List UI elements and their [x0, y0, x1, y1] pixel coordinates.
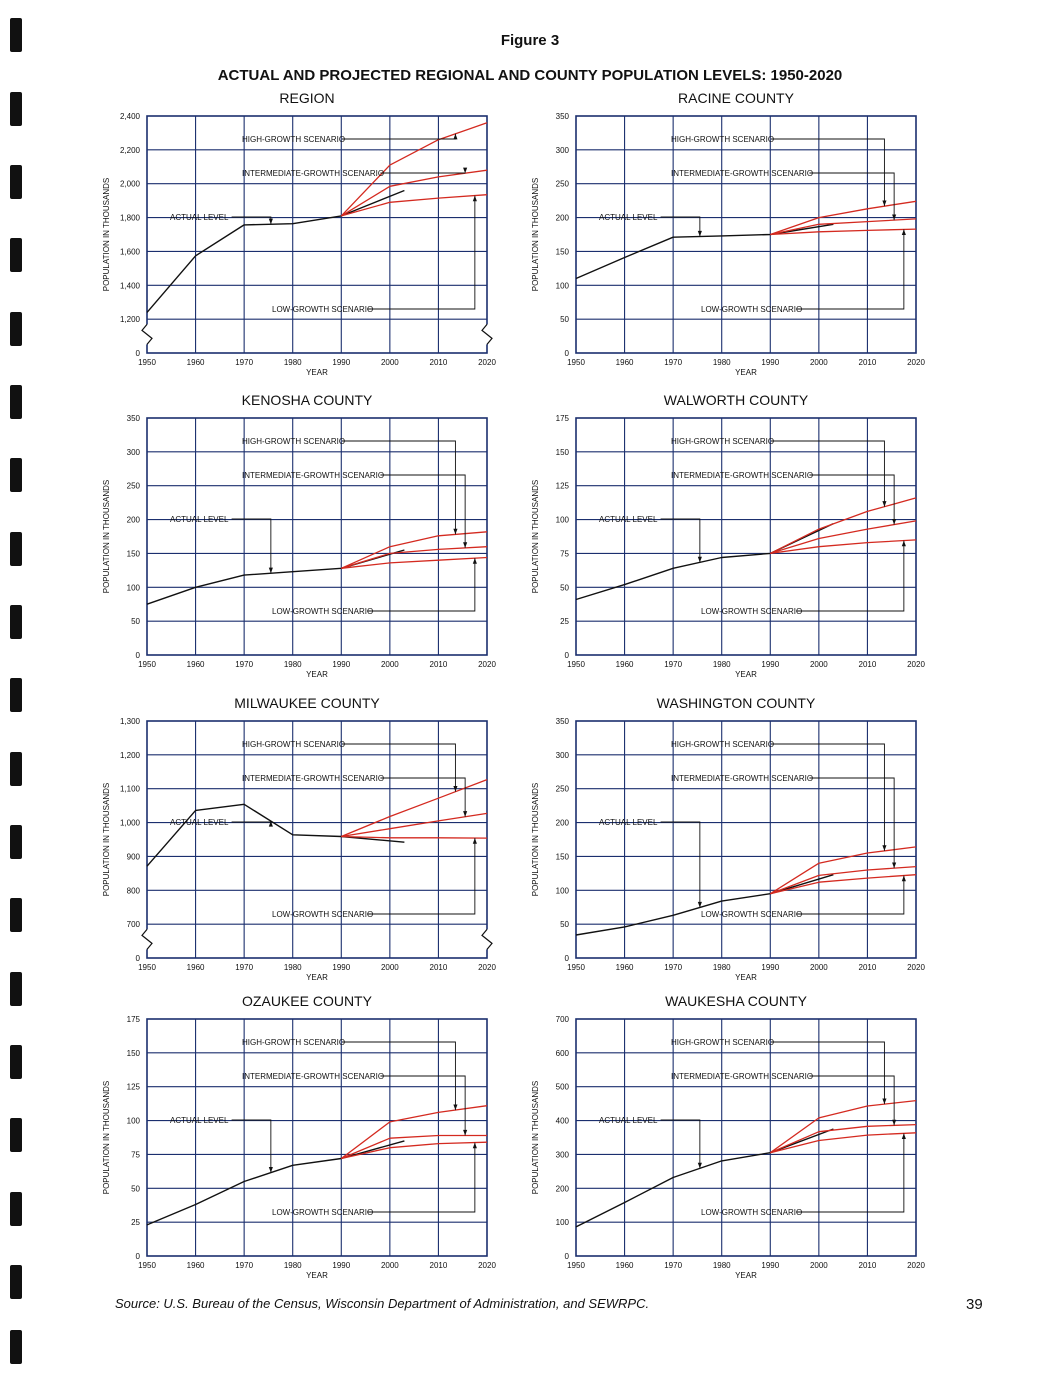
chart-svg: [521, 92, 951, 382]
annotation-label: ACTUAL LEVEL: [599, 515, 658, 524]
chart-title: MILWAUKEE COUNTY: [234, 695, 380, 711]
x-tick-label: 1980: [283, 1261, 302, 1270]
x-axis-label: YEAR: [735, 973, 757, 982]
chart-racine-county: [521, 92, 951, 382]
annotation-arrowhead: [453, 529, 457, 535]
y-tick-label: 250: [126, 481, 140, 491]
series-line-actual: [576, 524, 833, 600]
annotation-leader-line: [661, 1120, 700, 1168]
x-tick-label: 1950: [138, 963, 156, 972]
x-tick-label: 2020: [478, 660, 496, 669]
x-tick-label: 2010: [429, 660, 448, 669]
x-tick-label: 1960: [186, 660, 205, 669]
x-axis-label: YEAR: [306, 1271, 328, 1280]
annotation-leader-line: [367, 558, 475, 611]
x-tick-label: 1950: [138, 1261, 156, 1270]
x-tick-label: 1960: [186, 963, 205, 972]
y-tick-label: 350: [126, 414, 140, 423]
chart-title: OZAUKEE COUNTY: [242, 993, 372, 1009]
binding-hole: [10, 678, 22, 712]
x-tick-label: 2010: [858, 963, 877, 972]
y-tick-label: 175: [126, 1015, 140, 1024]
x-axis-label: YEAR: [306, 368, 328, 377]
annotation-leader-line: [661, 217, 700, 236]
y-tick-label: 50: [131, 617, 140, 627]
chart-svg: [92, 995, 522, 1285]
y-tick-label: 1,400: [119, 281, 140, 291]
chart-region: [92, 92, 522, 382]
y-tick-label: 0: [564, 651, 569, 660]
annotation-leader-line: [661, 519, 700, 562]
x-axis-label: YEAR: [306, 973, 328, 982]
y-tick-label: 0: [564, 1252, 569, 1261]
x-tick-label: 1980: [712, 1261, 731, 1270]
chart-kenosha-county: [92, 394, 522, 684]
chart-title: REGION: [279, 90, 335, 106]
binding-hole: [10, 458, 22, 492]
y-tick-label: 1,600: [119, 247, 140, 257]
chart-svg: [92, 394, 522, 684]
annotation-arrowhead: [902, 229, 906, 235]
x-tick-label: 1970: [235, 358, 254, 367]
page-number: 39: [966, 1296, 983, 1313]
chart-title: RACINE COUNTY: [678, 90, 794, 106]
annotation-label: INTERMEDIATE-GROWTH SCENARIO: [242, 1072, 385, 1081]
x-tick-label: 1980: [712, 358, 731, 367]
annotation-leader-line: [367, 1143, 475, 1212]
binding-hole: [10, 312, 22, 346]
series-line-projection: [341, 1136, 487, 1159]
annotation-leader-line: [809, 173, 894, 220]
chart-title: WASHINGTON COUNTY: [656, 695, 816, 711]
annotation-label: ACTUAL LEVEL: [599, 818, 658, 827]
x-tick-label: 1970: [664, 963, 683, 972]
annotation-arrowhead: [473, 196, 477, 202]
x-tick-label: 1950: [138, 660, 156, 669]
y-tick-label: 175: [555, 414, 569, 423]
annotation-label: INTERMEDIATE-GROWTH SCENARIO: [242, 471, 385, 480]
series-line-projection: [341, 1142, 487, 1158]
annotation-leader-line: [232, 1120, 271, 1173]
annotation-leader-line: [380, 778, 465, 817]
y-tick-label: 25: [131, 1218, 140, 1228]
y-tick-label: 2,400: [119, 112, 140, 121]
annotation-arrowhead: [463, 542, 467, 548]
y-tick-label: 100: [126, 1116, 140, 1126]
y-tick-label: 100: [555, 1218, 569, 1228]
y-tick-label: 75: [560, 549, 569, 559]
annotation-label: LOW-GROWTH SCENARIO: [701, 607, 803, 616]
annotation-leader-line: [367, 838, 475, 914]
y-axis-label: POPULATION IN THOUSANDS: [531, 1080, 540, 1195]
annotation-label: ACTUAL LEVEL: [170, 213, 229, 222]
binding-hole: [10, 1265, 22, 1299]
y-tick-label: 250: [555, 784, 569, 794]
annotation-label: INTERMEDIATE-GROWTH SCENARIO: [671, 471, 814, 480]
x-tick-label: 1970: [664, 660, 683, 669]
chart-washington-county: [521, 697, 951, 987]
y-tick-label: 200: [555, 213, 569, 223]
annotation-label: LOW-GROWTH SCENARIO: [272, 1208, 374, 1217]
chart-title: WALWORTH COUNTY: [663, 392, 809, 408]
x-tick-label: 2000: [380, 660, 399, 669]
annotation-label: INTERMEDIATE-GROWTH SCENARIO: [242, 774, 385, 783]
annotation-label: HIGH-GROWTH SCENARIO: [671, 740, 775, 749]
y-tick-label: 800: [126, 886, 140, 896]
plot-frame: [147, 1019, 487, 1256]
annotation-label: LOW-GROWTH SCENARIO: [701, 910, 803, 919]
x-axis-label: YEAR: [735, 670, 757, 679]
chart-svg: [92, 697, 522, 987]
plot-frame: [576, 721, 916, 958]
y-axis-label: POPULATION IN THOUSANDS: [531, 177, 540, 292]
y-tick-label: 75: [131, 1150, 140, 1160]
x-tick-label: 1960: [186, 358, 205, 367]
y-tick-label: 50: [560, 315, 569, 325]
x-tick-label: 2000: [809, 1261, 828, 1270]
x-tick-label: 1970: [235, 963, 254, 972]
annotation-arrowhead: [902, 541, 906, 547]
annotation-leader-line: [796, 541, 904, 611]
annotation-leader-line: [380, 1076, 465, 1135]
y-tick-label: 250: [555, 179, 569, 189]
chart-svg: [521, 394, 951, 684]
x-tick-label: 2010: [429, 358, 448, 367]
annotation-label: HIGH-GROWTH SCENARIO: [671, 135, 775, 144]
y-tick-label: 350: [555, 717, 569, 726]
source-note: Source: U.S. Bureau of the Census, Wisconsin Department of Administration, and SEWRPC.: [115, 1296, 650, 1311]
x-tick-label: 1980: [283, 358, 302, 367]
binding-hole: [10, 92, 22, 126]
x-tick-label: 2020: [907, 660, 925, 669]
x-tick-label: 1970: [235, 660, 254, 669]
chart-ozaukee-county: [92, 995, 522, 1285]
x-axis-label: YEAR: [735, 1271, 757, 1280]
annotation-arrowhead: [473, 558, 477, 564]
y-tick-label: 300: [555, 145, 569, 155]
x-tick-label: 2010: [858, 1261, 877, 1270]
x-tick-label: 1970: [664, 358, 683, 367]
binding-hole: [10, 385, 22, 419]
x-tick-label: 1990: [332, 660, 351, 669]
y-tick-label: 1,300: [119, 717, 140, 726]
annotation-arrowhead: [463, 1130, 467, 1136]
y-tick-label: 200: [555, 818, 569, 828]
y-tick-label: 150: [126, 549, 140, 559]
annotation-leader-line: [232, 519, 271, 573]
x-tick-label: 1960: [615, 963, 634, 972]
chart-svg: [521, 995, 951, 1285]
annotation-arrowhead: [902, 876, 906, 882]
y-tick-label: 150: [555, 852, 569, 862]
x-tick-label: 2020: [907, 358, 925, 367]
x-tick-label: 1980: [283, 963, 302, 972]
y-axis-label: POPULATION IN THOUSANDS: [531, 479, 540, 594]
plot-frame: [147, 721, 487, 958]
y-tick-label: 100: [555, 515, 569, 525]
annotation-label: INTERMEDIATE-GROWTH SCENARIO: [671, 774, 814, 783]
plot-frame: [147, 116, 487, 353]
binding-hole: [10, 898, 22, 932]
series-line-actual: [576, 875, 833, 935]
y-tick-label: 25: [560, 617, 569, 627]
chart-waukesha-county: [521, 995, 951, 1285]
y-tick-label: 900: [126, 852, 140, 862]
y-axis-label: POPULATION IN THOUSANDS: [102, 177, 111, 292]
annotation-label: HIGH-GROWTH SCENARIO: [242, 437, 346, 446]
series-line-projection: [770, 875, 916, 894]
annotation-label: LOW-GROWTH SCENARIO: [701, 305, 803, 314]
y-tick-label: 400: [555, 1116, 569, 1126]
y-tick-label: 0: [564, 349, 569, 358]
y-tick-label: 100: [555, 886, 569, 896]
y-tick-label: 350: [555, 112, 569, 121]
annotation-label: ACTUAL LEVEL: [170, 1116, 229, 1125]
chart-svg: [521, 697, 951, 987]
series-line-projection: [341, 813, 487, 836]
x-tick-label: 1950: [567, 963, 585, 972]
y-axis-label: POPULATION IN THOUSANDS: [102, 782, 111, 897]
y-tick-label: 0: [135, 349, 140, 358]
annotation-label: ACTUAL LEVEL: [599, 213, 658, 222]
annotation-label: LOW-GROWTH SCENARIO: [272, 607, 374, 616]
y-tick-label: 1,000: [119, 818, 140, 828]
annotation-label: HIGH-GROWTH SCENARIO: [671, 1038, 775, 1047]
series-line-actual: [147, 550, 404, 604]
y-tick-label: 50: [131, 1184, 140, 1194]
binding-hole: [10, 605, 22, 639]
annotation-leader-line: [232, 821, 271, 822]
x-tick-label: 2020: [478, 358, 496, 367]
y-tick-label: 300: [555, 1150, 569, 1160]
annotation-arrowhead: [882, 1098, 886, 1104]
x-tick-label: 1980: [283, 660, 302, 669]
x-tick-label: 1950: [567, 1261, 585, 1270]
series-line-projection: [341, 195, 487, 216]
binding-hole: [10, 532, 22, 566]
chart-svg: [92, 92, 522, 382]
y-tick-label: 100: [126, 583, 140, 593]
y-tick-label: 1,200: [119, 315, 140, 325]
annotation-arrowhead: [269, 568, 273, 574]
annotation-leader-line: [796, 1133, 904, 1212]
x-tick-label: 1990: [332, 1261, 351, 1270]
y-tick-label: 125: [555, 481, 569, 491]
annotation-label: ACTUAL LEVEL: [170, 818, 229, 827]
y-tick-label: 1,200: [119, 750, 140, 760]
y-tick-label: 150: [555, 447, 569, 457]
binding-hole: [10, 1330, 22, 1364]
annotation-label: HIGH-GROWTH SCENARIO: [242, 740, 346, 749]
y-tick-label: 500: [555, 1082, 569, 1092]
x-tick-label: 2020: [907, 963, 925, 972]
x-tick-label: 2020: [478, 1261, 496, 1270]
binding-holes: [0, 0, 34, 1380]
binding-hole: [10, 1118, 22, 1152]
x-tick-label: 1990: [332, 358, 351, 367]
x-tick-label: 2010: [858, 660, 877, 669]
x-tick-label: 1990: [332, 963, 351, 972]
y-axis-label: POPULATION IN THOUSANDS: [102, 1080, 111, 1195]
x-tick-label: 1960: [615, 358, 634, 367]
y-tick-label: 150: [555, 247, 569, 257]
annotation-arrowhead: [902, 1133, 906, 1139]
y-tick-label: 50: [560, 920, 569, 930]
y-tick-label: 2,000: [119, 179, 140, 189]
series-line-projection: [770, 521, 916, 554]
x-tick-label: 1990: [761, 660, 780, 669]
binding-hole: [10, 825, 22, 859]
annotation-arrowhead: [892, 862, 896, 868]
x-tick-label: 1960: [186, 1261, 205, 1270]
y-tick-label: 1,800: [119, 213, 140, 223]
annotation-leader-line: [796, 229, 904, 309]
x-tick-label: 1980: [712, 660, 731, 669]
y-tick-label: 2,200: [119, 145, 140, 155]
x-tick-label: 1960: [615, 660, 634, 669]
y-tick-label: 700: [555, 1015, 569, 1024]
x-tick-label: 2000: [809, 660, 828, 669]
x-tick-label: 1960: [615, 1261, 634, 1270]
annotation-arrowhead: [473, 838, 477, 844]
x-tick-label: 2020: [907, 1261, 925, 1270]
x-tick-label: 1990: [761, 1261, 780, 1270]
y-tick-label: 0: [564, 954, 569, 963]
chart-milwaukee-county: [92, 697, 522, 987]
x-tick-label: 2000: [380, 358, 399, 367]
annotation-label: ACTUAL LEVEL: [170, 515, 229, 524]
annotation-label: LOW-GROWTH SCENARIO: [701, 1208, 803, 1217]
figure-label: Figure 3: [500, 32, 560, 49]
y-axis-label: POPULATION IN THOUSANDS: [102, 479, 111, 594]
binding-hole: [10, 165, 22, 199]
x-tick-label: 2000: [380, 963, 399, 972]
y-tick-label: 200: [555, 1184, 569, 1194]
x-tick-label: 2010: [429, 1261, 448, 1270]
chart-title: KENOSHA COUNTY: [241, 392, 373, 408]
annotation-label: ACTUAL LEVEL: [599, 1116, 658, 1125]
y-tick-label: 200: [126, 515, 140, 525]
chart-title: WAUKESHA COUNTY: [665, 993, 807, 1009]
annotation-label: LOW-GROWTH SCENARIO: [272, 305, 374, 314]
y-tick-label: 300: [555, 750, 569, 760]
annotation-arrowhead: [892, 1120, 896, 1126]
x-tick-label: 2020: [478, 963, 496, 972]
binding-hole: [10, 1045, 22, 1079]
y-tick-label: 50: [560, 583, 569, 593]
series-line-projection: [341, 547, 487, 569]
x-tick-label: 1950: [567, 660, 585, 669]
y-tick-label: 0: [135, 954, 140, 963]
binding-hole: [10, 752, 22, 786]
plot-frame: [576, 418, 916, 655]
y-tick-label: 150: [126, 1048, 140, 1058]
annotation-leader-line: [809, 1076, 894, 1125]
annotation-arrowhead: [698, 231, 702, 237]
series-line-projection: [770, 1125, 916, 1153]
x-tick-label: 1990: [761, 358, 780, 367]
x-tick-label: 1980: [712, 963, 731, 972]
y-tick-label: 0: [135, 651, 140, 660]
annotation-label: HIGH-GROWTH SCENARIO: [671, 437, 775, 446]
x-tick-label: 2000: [380, 1261, 399, 1270]
annotation-leader-line: [367, 196, 475, 309]
annotation-label: INTERMEDIATE-GROWTH SCENARIO: [242, 169, 385, 178]
figure-title: ACTUAL AND PROJECTED REGIONAL AND COUNTY POPULATION LEVELS: 1950-2020: [217, 67, 843, 84]
x-tick-label: 1950: [138, 358, 156, 367]
y-tick-label: 300: [126, 447, 140, 457]
x-axis-label: YEAR: [735, 368, 757, 377]
x-tick-label: 2000: [809, 963, 828, 972]
x-tick-label: 1990: [761, 963, 780, 972]
y-tick-label: 125: [126, 1082, 140, 1092]
x-tick-label: 2010: [858, 358, 877, 367]
binding-hole: [10, 1192, 22, 1226]
plot-frame: [576, 1019, 916, 1256]
y-tick-label: 700: [126, 920, 140, 930]
x-tick-label: 2010: [429, 963, 448, 972]
x-tick-label: 1970: [235, 1261, 254, 1270]
annotation-label: HIGH-GROWTH SCENARIO: [242, 1038, 346, 1047]
annotation-label: LOW-GROWTH SCENARIO: [272, 910, 374, 919]
annotation-label: INTERMEDIATE-GROWTH SCENARIO: [671, 1072, 814, 1081]
chart-walworth-county: [521, 394, 951, 684]
x-axis-label: YEAR: [306, 670, 328, 679]
y-tick-label: 0: [135, 1252, 140, 1261]
x-tick-label: 1970: [664, 1261, 683, 1270]
y-axis-label: POPULATION IN THOUSANDS: [531, 782, 540, 897]
binding-hole: [10, 238, 22, 272]
y-tick-label: 600: [555, 1048, 569, 1058]
x-tick-label: 1950: [567, 358, 585, 367]
annotation-arrowhead: [473, 1143, 477, 1149]
y-tick-label: 1,100: [119, 784, 140, 794]
annotation-label: INTERMEDIATE-GROWTH SCENARIO: [671, 169, 814, 178]
annotation-arrowhead: [269, 219, 273, 225]
annotation-leader-line: [661, 822, 700, 908]
y-tick-label: 100: [555, 281, 569, 291]
annotation-label: HIGH-GROWTH SCENARIO: [242, 135, 346, 144]
binding-hole: [10, 972, 22, 1006]
x-tick-label: 2000: [809, 358, 828, 367]
